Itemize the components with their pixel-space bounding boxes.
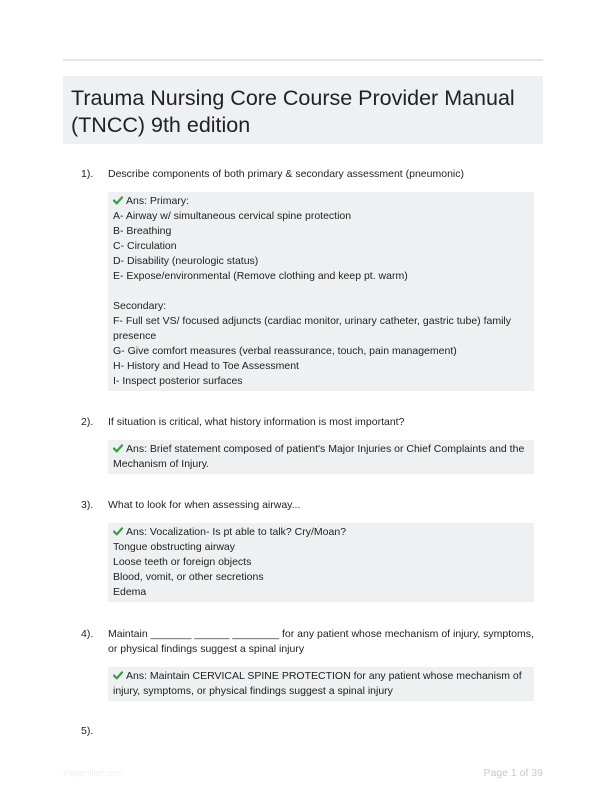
document-title: Trauma Nursing Core Course Provider Manual (TNCC) 9th edition [71,86,515,137]
question-number: 2). [81,416,94,428]
answer-line: Ans: Primary: [113,194,528,209]
answer-line: H- History and Head to Toe Assessment [113,360,299,372]
top-divider [63,59,543,61]
footer-watermark: Paperfilter.com [63,768,124,778]
answer-line: A- Airway w/ simultaneous cervical spine protection [113,210,352,222]
check-icon [113,444,123,453]
question-text: Maintain _______ ______ ________ for any patient whose mechanism of injury, symptoms, or physical findings suggest a spinal injury [108,628,534,655]
question-number: 4). [81,628,94,640]
answer-line: I- Inspect posterior surfaces [113,375,243,387]
answer-line: Ans: Vocalization- Is pt able to talk? Cry/Moan? [113,525,528,540]
answer-box [108,440,534,474]
answer-line: B- Breathing [113,225,172,237]
check-icon [113,196,123,205]
answer-line: Secondary: [113,300,167,312]
title-banner [63,76,543,144]
answer-line: D- Disability (neurologic status) [113,255,259,267]
answer-line: Loose teeth or foreign objects [113,556,252,568]
answer-box [108,667,534,701]
answer-line: C- Circulation [113,240,177,252]
question-number: 3). [81,499,94,511]
page-indicator: Page 1 of 39 [483,767,543,779]
check-icon [113,671,123,680]
answer-line: Ans: Maintain CERVICAL SPINE PROTECTION for any patient whose mechanism of injury, symptoms, or physical findings suggest a spinal injury [113,670,525,697]
answer-line: E- Expose/environmental (Remove clothing and keep pt. warm) [113,270,408,282]
question-number: 1). [81,168,94,180]
answer-box [108,523,534,602]
question-text: Describe components of both primary & secondary assessment (pneumonic) [108,168,464,180]
question-number: 5). [81,725,94,737]
answer-line: Blood, vomit, or other secretions [113,571,264,583]
answer-line: F- Full set VS/ focused adjuncts (cardiac monitor, urinary catheter, gastric tube) family presence [113,315,514,342]
answer-line: Ans: Brief statement composed of patient's Major Injuries or Chief Complaints and the Mechanism of Injury. [113,443,528,470]
check-icon [113,527,123,536]
question-text: What to look for when assessing airway... [108,499,301,511]
answer-line: G- Give comfort measures (verbal reassurance, touch, pain management) [113,345,457,357]
answer-box [108,192,534,391]
question-text: If situation is critical, what history information is most important? [108,416,405,428]
answer-line: Edema [113,586,147,598]
answer-line: Tongue obstructing airway [113,541,235,553]
answer-line [113,284,528,299]
